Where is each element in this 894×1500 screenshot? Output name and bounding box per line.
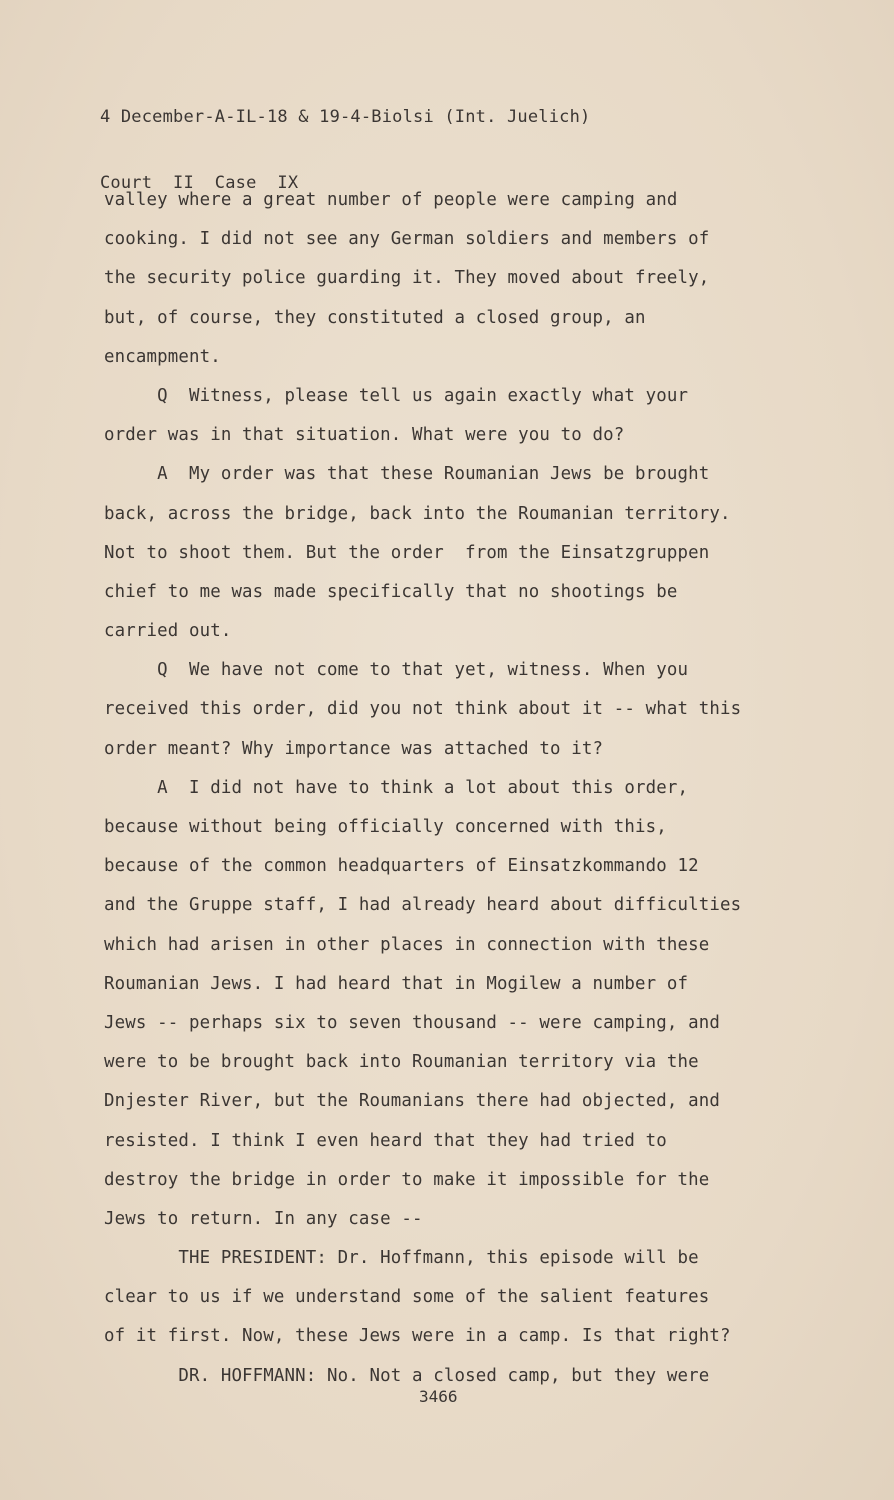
text-line: Not to shoot them. But the order from the Einsatzgruppen bbox=[104, 542, 710, 563]
text-line: A My order was that these Roumanian Jews be brought bbox=[104, 464, 710, 485]
text-line: Q Witness, please tell us again exactly what your bbox=[104, 385, 689, 406]
text-line: the security police guarding it. They moved about freely, bbox=[104, 268, 710, 289]
text-line: valley where a great number of people were camping and bbox=[104, 190, 678, 210]
text-line: A I did not have to think a lot about this order, bbox=[104, 777, 689, 798]
text-line: clear to us if we understand some of the salient features bbox=[104, 1287, 710, 1308]
text-line: Dnjester River, but the Roumanians there had objected, and bbox=[104, 1091, 720, 1112]
transcript-body bbox=[104, 181, 824, 1396]
text-line: resisted. I think I even heard that they had tried to bbox=[104, 1130, 667, 1151]
text-line: chief to me was made specifically that no shootings be bbox=[104, 581, 678, 602]
text-line: order meant? Why importance was attached to it? bbox=[104, 738, 604, 759]
text-line: Jews -- perhaps six to seven thousand -- were camping, and bbox=[104, 1012, 720, 1033]
text-line: order was in that situation. What were you to do? bbox=[104, 425, 625, 446]
text-line: back, across the bridge, back into the Roumanian territory. bbox=[104, 503, 731, 524]
text-line: which had arisen in other places in connection with these bbox=[104, 934, 710, 955]
text-line: Roumanian Jews. I had heard that in Mogilew a number of bbox=[104, 973, 689, 994]
text-line: and the Gruppe staff, I had already heard about difficulties bbox=[104, 895, 742, 916]
header-reference: 4 December-A-IL-18 & 19-4-Biolsi (Int. Juelich) bbox=[100, 107, 591, 127]
text-line: Q We have not come to that yet, witness. When you bbox=[104, 660, 689, 681]
text-line: destroy the bridge in order to make it impossible for the bbox=[104, 1169, 710, 1190]
page-number: 3466 bbox=[419, 1387, 458, 1406]
text-line: but, of course, they constituted a closed group, an bbox=[104, 307, 646, 328]
text-line: of it first. Now, these Jews were in a camp. Is that right? bbox=[104, 1326, 731, 1347]
text-line: encampment. bbox=[104, 346, 221, 367]
text-line: carried out. bbox=[104, 621, 232, 642]
text-line: Jews to return. In any case -- bbox=[104, 1208, 423, 1229]
text-line: were to be brought back into Roumanian territory via the bbox=[104, 1052, 699, 1073]
text-line: THE PRESIDENT: Dr. Hoffmann, this episode will be bbox=[104, 1248, 699, 1269]
text-line: cooking. I did not see any German soldiers and members of bbox=[104, 229, 710, 250]
header-court-case: Court II Case IX bbox=[100, 173, 299, 193]
text-line: because of the common headquarters of Einsatzkommando 12 bbox=[104, 856, 699, 877]
text-line: DR. HOFFMANN: No. Not a closed camp, but they were bbox=[104, 1365, 710, 1386]
text-line: received this order, did you not think about it -- what this bbox=[104, 699, 742, 720]
text-line: because without being officially concerned with this, bbox=[104, 817, 667, 837]
